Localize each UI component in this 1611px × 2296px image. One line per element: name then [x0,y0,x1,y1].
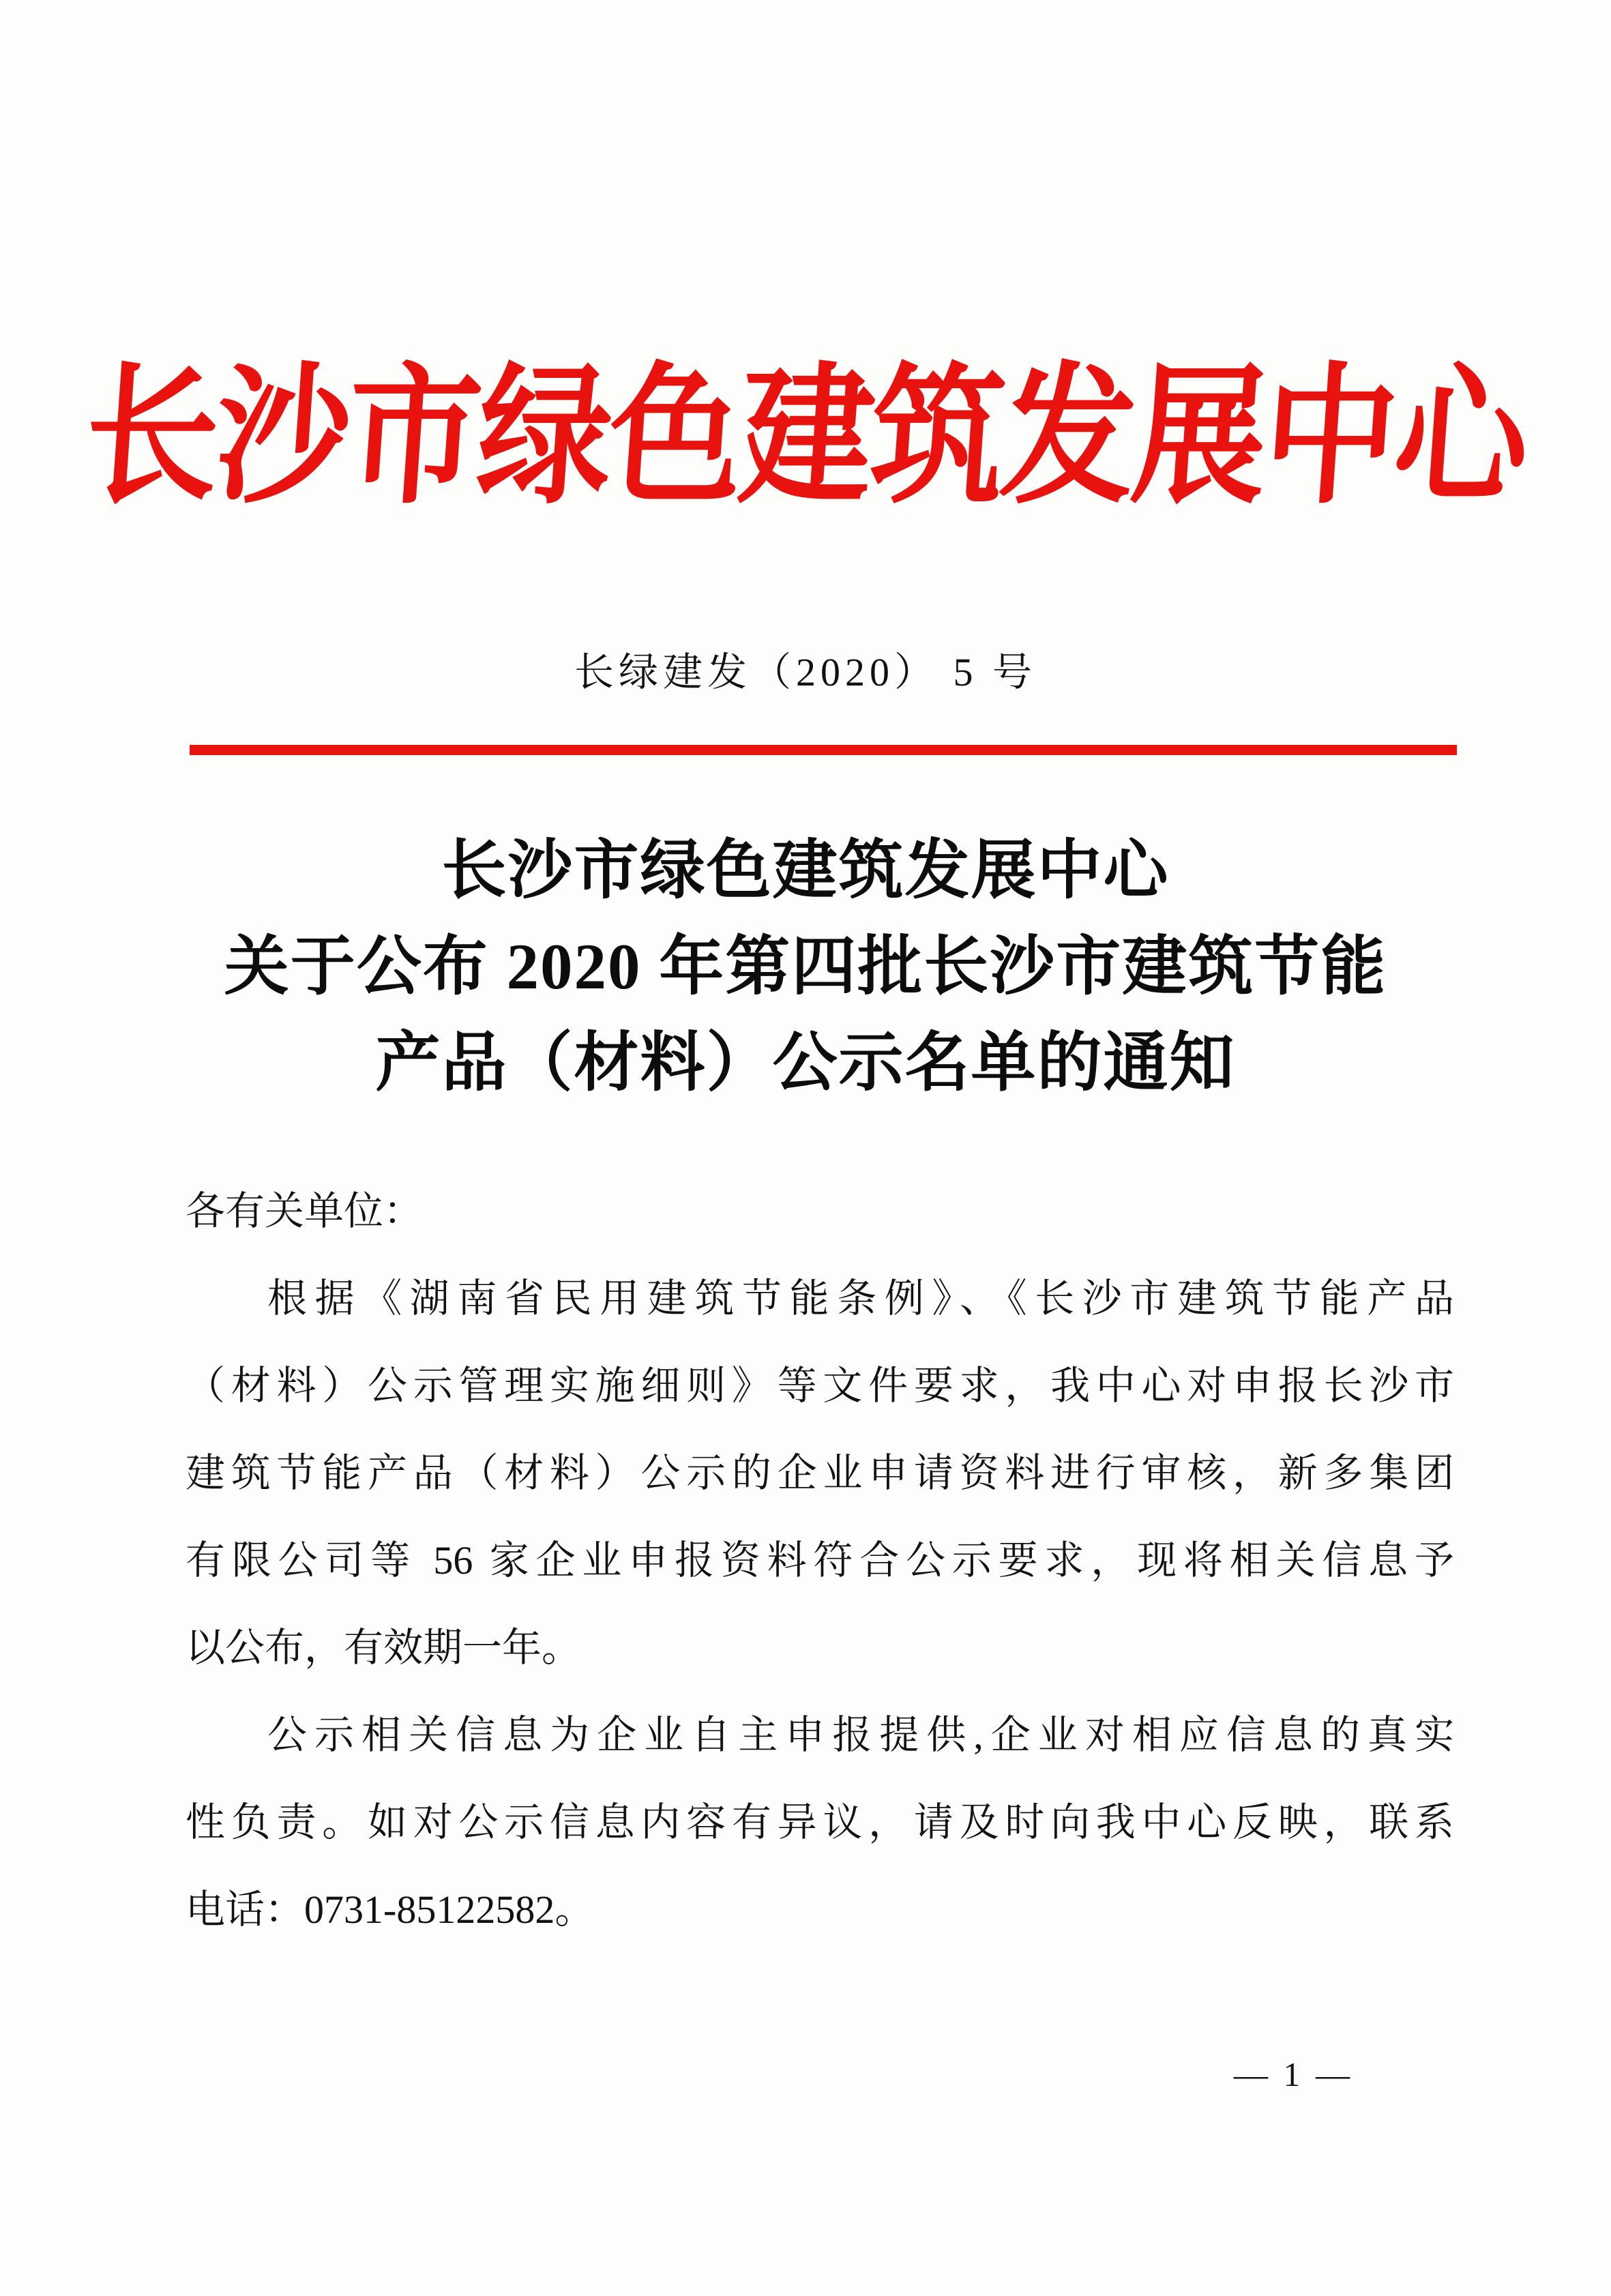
notice-body [186,1168,1454,1954]
masthead-org-title: 长沙市绿色建筑发展中心 [79,354,1532,523]
notice-title-line-3: 产品（材料）公示名单的通知 [375,1027,1236,1099]
salutation: 各有关单位： [186,1189,424,1233]
notice-title-line-2: 关于公布 2020 年第四批长沙市建筑节能 [224,930,1387,1003]
red-divider-rule [190,745,1457,755]
body-line: 建筑节能产品（材料）公示的企业申请资料进行审核，新多集团 [186,1451,1454,1495]
body-line-contact-phone: 电话：0731-85122582。 [186,1887,595,1932]
body-line: 性负责。如对公示信息内容有异议，请及时向我中心反映，联系 [186,1800,1454,1844]
doc-reference-number: 长绿建发（2020） 5 号 [574,650,1037,694]
body-line: （材料）公示管理实施细则》等文件要求，我中心对申报长沙市 [186,1364,1454,1408]
page-number: — 1 — [1234,2055,1353,2093]
notice-title-line-1: 长沙市绿色建筑发展中心 [441,834,1170,907]
body-line: 以公布，有效期一年。 [186,1625,582,1670]
body-line: 公示相关信息为企业自主申报提供,企业对相应信息的真实 [267,1713,1454,1757]
body-line: 有限公司等 56 家企业申报资料符合公示要求，现将相关信息予 [186,1538,1454,1583]
body-line: 根据《湖南省民用建筑节能条例》、《长沙市建筑节能产品 [267,1276,1454,1321]
notice-title [0,823,1611,1111]
